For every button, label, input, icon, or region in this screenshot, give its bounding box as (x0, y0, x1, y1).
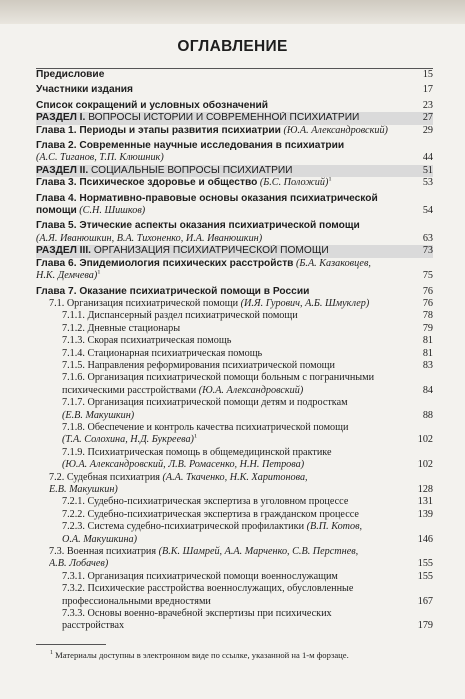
chapter-author: (А.Я. Иванюшкин, В.А. Тихоненко, И.А. Иванюшкин) (36, 232, 263, 244)
subsection-title: 7.2. Судебная психиатрия (49, 471, 160, 483)
toc-item-7-1-1[interactable] (36, 310, 433, 322)
section-label: РАЗДЕЛ I. (36, 112, 86, 124)
item-author: (Ю.А. Александровский) (198, 384, 304, 396)
footnote-mark: 1 (97, 270, 101, 276)
toc-page-number: 27 (422, 112, 433, 124)
item-title: 7.1.7. Организация психиатрической помощи детям и подросткам (62, 397, 348, 409)
item-title: 7.1.4. Стационарная психиатрическая помощь (62, 347, 263, 359)
item-title: 7.1.8. Обеспечение и контроль качества психиатрической помощи (62, 421, 349, 433)
toc-page-number: 84 (422, 384, 433, 396)
item-title: 7.1.5. Направления реформирования психиатрической помощи (62, 359, 335, 371)
item-title-cont: профессиональными вредностями (62, 595, 211, 607)
toc-page-number: 128 (417, 484, 433, 495)
toc-item-7-1-7[interactable] (36, 397, 433, 422)
subsection-author-cont: Е.В. Макушкин) (49, 484, 118, 495)
item-title-cont: расстройствах (62, 620, 125, 632)
toc-item-7-1-5[interactable] (36, 360, 433, 372)
toc-page-number: 15 (422, 69, 433, 80)
chapter-author: (Б.А. Казаковцев, (296, 257, 371, 269)
toc-entry-title: Предисловие (36, 69, 105, 80)
toc-item-7-3-3[interactable] (36, 608, 433, 633)
item-author: (Т.А. Солохина, Н.Д. Букреева) (62, 434, 194, 446)
subsection-title: 7.3. Военная психиатрия (49, 546, 157, 558)
item-title: 7.1.1. Диспансерный раздел психиатрической помощи (62, 310, 298, 322)
toc-item-7-1-9[interactable] (36, 447, 433, 472)
page-title: ОГЛАВЛЕНИЕ (177, 38, 288, 55)
toc-item-7-2-3[interactable] (36, 521, 433, 546)
toc-page-number: 44 (422, 152, 433, 164)
chapter-title: Глава 4. Нормативно-правовые основы оказания психиатрической (36, 192, 378, 204)
chapter-author: (С.Н. Шишков) (79, 205, 146, 217)
chapter-title: Глава 2. Современные научные исследования в психиатрии (36, 140, 345, 152)
item-author: (В.П. Котов, (306, 521, 363, 533)
toc-chapter-1[interactable] (36, 125, 433, 137)
item-title: 7.3.2. Психические расстройства военнослужащих, обусловленные (62, 583, 354, 595)
item-title: 7.3.3. Основы военно-врачебной экспертизы при психических (62, 608, 332, 620)
toc-entry-preface[interactable] (36, 69, 433, 81)
toc-subsection-7-1[interactable] (36, 298, 433, 310)
toc-chapter-3[interactable] (36, 177, 433, 189)
toc-item-7-1-6[interactable] (36, 372, 433, 397)
toc-page-number: 81 (422, 335, 433, 347)
toc-entry-participants[interactable] (36, 84, 433, 96)
toc-item-7-1-4[interactable] (36, 348, 433, 360)
toc-page-number: 23 (422, 99, 433, 111)
subsection-author-cont: А.В. Лобачев) (49, 558, 109, 570)
chapter-author-cont: Н.К. Демчева) (36, 270, 98, 282)
chapter-author: (Б.С. Положий) (259, 177, 329, 189)
toc-page-number: 146 (417, 533, 433, 545)
footnote (50, 650, 349, 660)
toc-page-number: 139 (417, 508, 433, 520)
toc-chapter-2[interactable] (36, 140, 433, 165)
section-title: ОРГАНИЗАЦИЯ ПСИХИАТРИЧЕСКОЙ ПОМОЩИ (93, 245, 329, 257)
toc-page-number: 131 (417, 496, 433, 508)
toc-page-number: 73 (422, 245, 433, 257)
toc-item-7-2-1[interactable] (36, 496, 433, 508)
toc-page-number: 54 (422, 205, 433, 217)
toc-section-1[interactable] (36, 112, 433, 124)
toc-item-7-1-2[interactable] (36, 323, 433, 335)
toc-entry-title: Участники издания (36, 84, 134, 96)
item-author-cont: О.А. Макушкина) (62, 533, 138, 545)
toc-item-7-1-3[interactable] (36, 335, 433, 347)
table-of-contents (36, 68, 433, 633)
item-title: 7.3.1. Организация психиатрической помощи военнослужащим (62, 570, 338, 582)
toc-page-number: 179 (417, 620, 433, 632)
toc-item-7-1-8[interactable] (36, 422, 433, 447)
footnote-rule (36, 644, 106, 645)
toc-page-number: 63 (422, 232, 433, 244)
chapter-title: Глава 3. Психическое здоровье и общество (36, 177, 258, 189)
chapter-title: Глава 7. Оказание психиатрической помощи в России (36, 285, 310, 297)
toc-chapter-4[interactable] (36, 193, 433, 218)
toc-page-number: 53 (422, 177, 433, 189)
toc-section-3[interactable] (36, 245, 433, 257)
toc-chapter-6[interactable] (36, 258, 433, 283)
section-label: РАЗДЕЛ III. (36, 245, 91, 257)
footnote-mark: 1 (193, 434, 198, 440)
toc-page-number: 102 (417, 459, 433, 471)
toc-page-number: 88 (422, 409, 433, 421)
section-label: РАЗДЕЛ II. (36, 164, 89, 176)
footnote-text: Материалы доступны в электронном виде по ссылке, указанной на 1-м форзаце. (55, 650, 349, 660)
item-title: 7.2.1. Судебно-психиатрическая экспертиза в уголовном процессе (62, 496, 349, 508)
toc-page-number: 102 (417, 434, 433, 446)
footnote-mark: 1 (50, 650, 53, 657)
toc-page-number: 81 (422, 347, 433, 359)
toc-entry-abbreviations[interactable] (36, 100, 433, 112)
toc-item-7-2-2[interactable] (36, 509, 433, 521)
toc-subsection-7-3[interactable] (36, 546, 433, 571)
chapter-title: Глава 6. Эпидемиология психических расстройств (36, 257, 294, 269)
item-author: (Е.В. Макушкин) (62, 409, 135, 421)
toc-item-7-3-2[interactable] (36, 583, 433, 608)
subsection-author: (А.А. Ткаченко, Н.К. Харитонова, (162, 471, 308, 483)
chapter-title: Глава 1. Периоды и этапы развития психиатрии (36, 124, 281, 136)
toc-page-number: 75 (422, 270, 433, 282)
toc-page-number: 29 (422, 124, 433, 136)
toc-section-2[interactable] (36, 165, 433, 177)
chapter-author: (Ю.А. Александровский) (283, 124, 388, 136)
section-title: ВОПРОСЫ ИСТОРИИ И СОВРЕМЕННОЙ ПСИХИАТРИИ (88, 112, 360, 124)
chapter-title-cont: помощи (36, 205, 77, 217)
item-title: 7.2.3. Система судебно-психиатрической профилактики (62, 521, 305, 533)
toc-page-number: 167 (417, 595, 433, 607)
item-title-cont: психическими расстройствами (62, 384, 197, 396)
subsection-author: (И.Я. Гурович, А.Б. Шмуклер) (240, 297, 370, 309)
toc-page-number: 79 (422, 322, 433, 334)
item-title: 7.1.9. Психиатрическая помощь в общемедицинской практике (62, 446, 332, 458)
toc-page-number: 76 (422, 297, 433, 309)
toc-page-number: 155 (417, 558, 433, 570)
toc-page-number: 51 (422, 164, 433, 176)
toc-page-number: 83 (422, 359, 433, 371)
section-title: СОЦИАЛЬНЫЕ ВОПРОСЫ ПСИХИАТРИИ (91, 164, 293, 176)
toc-page-number: 155 (417, 570, 433, 582)
footnote-mark: 1 (328, 177, 332, 183)
chapter-author: (А.С. Тиганов, Т.П. Клюшник) (36, 152, 164, 164)
item-title: 7.2.2. Судебно-психиатрическая экспертиза в гражданском процессе (62, 508, 359, 520)
toc-item-7-3-1[interactable] (36, 571, 433, 583)
toc-page-number: 76 (422, 285, 433, 297)
toc-page-number: 17 (422, 84, 433, 96)
toc-chapter-7[interactable] (36, 286, 433, 298)
toc-page-number: 78 (422, 310, 433, 322)
toc-entry-title: Список сокращений и условных обозначений (36, 99, 269, 111)
toc-subsection-7-2[interactable] (36, 472, 433, 497)
item-author: (Ю.А. Александровский, Л.В. Ромасенко, Н.Н. Петрова) (62, 459, 305, 471)
subsection-author: (В.К. Шамрей, А.А. Марченко, С.В. Перстнев, (158, 546, 359, 558)
chapter-title: Глава 5. Этические аспекты оказания психиатрической помощи (36, 220, 360, 232)
page-top-edge (0, 0, 465, 24)
item-title: 7.1.6. Организация психиатрической помощи больным с пограничными (62, 372, 375, 384)
item-title: 7.1.3. Скорая психиатрическая помощь (62, 335, 232, 347)
subsection-title: 7.1. Организация психиатрической помощи (49, 297, 239, 309)
toc-chapter-5[interactable] (36, 220, 433, 245)
item-title: 7.1.2. Дневные стационары (62, 322, 181, 334)
